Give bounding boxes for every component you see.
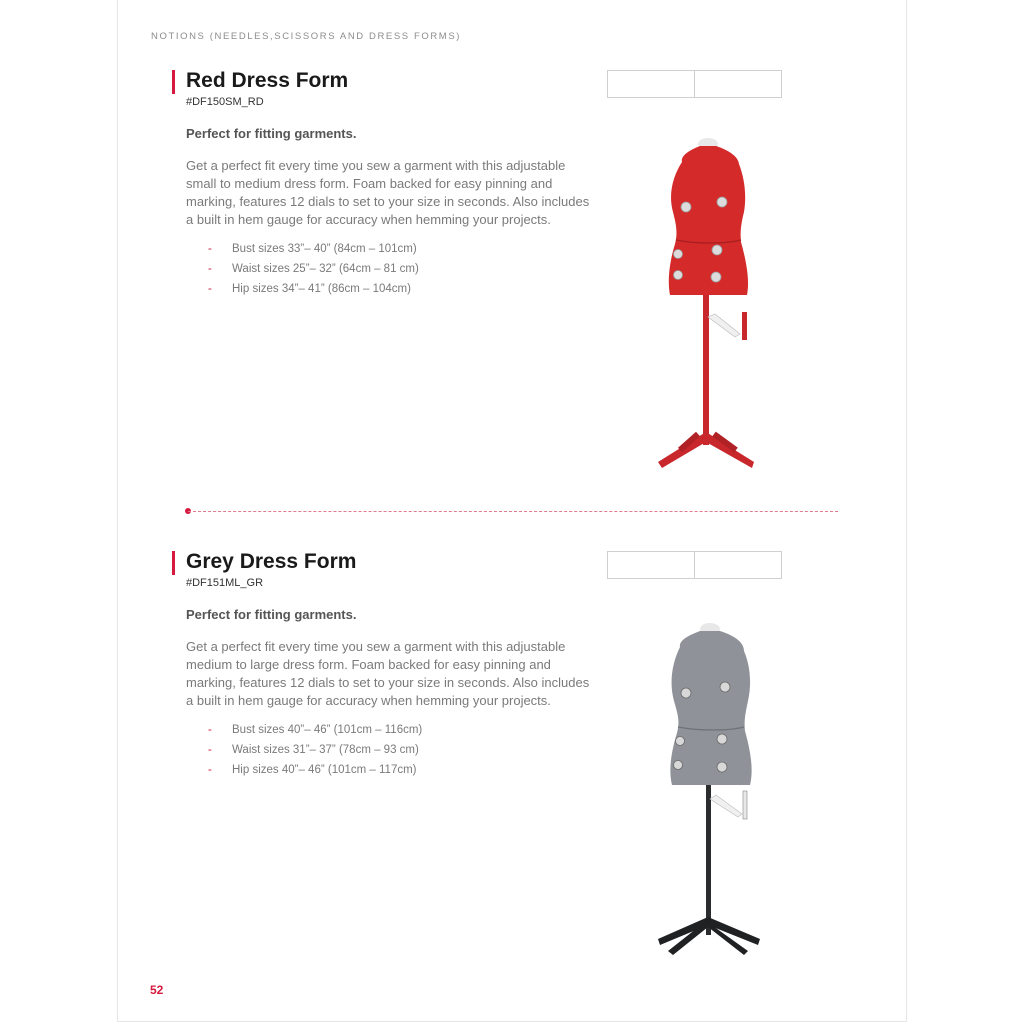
- section-header: NOTIONS (NEEDLES,SCISSORS AND DRESS FORMS): [151, 31, 462, 42]
- spec-box-right: [694, 71, 781, 97]
- red-dress-form-image: [640, 132, 770, 477]
- spec-box-right: [694, 552, 781, 578]
- spec-item: - Waist sizes 31”– 37” (78cm – 93 cm): [208, 744, 419, 756]
- spec-item: - Bust sizes 33”– 40” (84cm – 101cm): [208, 243, 417, 255]
- product-title: Grey Dress Form: [186, 550, 357, 573]
- spec-item: - Hip sizes 40”– 46” (101cm – 117cm): [208, 764, 417, 776]
- section-divider: [188, 511, 838, 512]
- spec-item: - Bust sizes 40”– 46” (101cm – 116cm): [208, 724, 423, 736]
- spec-box-left: [608, 552, 694, 578]
- product-sku: #DF150SM_RD: [186, 96, 264, 108]
- spec-text: Bust sizes 40”– 46” (101cm – 116cm): [232, 724, 423, 736]
- title-accent-bar: [172, 551, 175, 575]
- product-sku: #DF151ML_GR: [186, 577, 264, 589]
- spec-text: Hip sizes 40”– 46” (101cm – 117cm): [232, 764, 417, 776]
- spec-item: - Waist sizes 25”– 32” (64cm – 81 cm): [208, 263, 419, 275]
- spec-boxes: [607, 551, 782, 579]
- spec-boxes: [607, 70, 782, 98]
- product-description: Get a perfect fit every time you sew a garment with this adjustable small to medium dress form. Foam backed for easy pinning and marking, features 12 dials to set to your size in seconds. Also includes a built in hem gauge for accuracy when hemming your projects.: [186, 158, 590, 227]
- spec-text: Waist sizes 31”– 37” (78cm – 93 cm): [232, 744, 419, 756]
- spec-text: Bust sizes 33”– 40” (84cm – 101cm): [232, 243, 417, 255]
- product-description: Get a perfect fit every time you sew a garment with this adjustable medium to large dress form. Foam backed for easy pinning and marking, features 12 dials to set to your size in seconds. Also includes a built in hem gauge for accuracy when hemming your projects.: [186, 639, 590, 708]
- product-tagline: Perfect for fitting garments.: [186, 126, 357, 141]
- spec-list: [208, 723, 422, 783]
- spec-text: Waist sizes 25”– 32” (64cm – 81 cm): [232, 263, 419, 275]
- product-tagline: Perfect for fitting garments.: [186, 607, 357, 622]
- spec-text: Hip sizes 34”– 41” (86cm – 104cm): [232, 283, 411, 295]
- page-number: 52: [150, 983, 164, 997]
- product-title: Red Dress Form: [186, 69, 349, 92]
- spec-list: [208, 242, 419, 302]
- spec-box-left: [608, 71, 694, 97]
- grey-dress-form-image: [640, 621, 770, 966]
- spec-item: - Hip sizes 34”– 41” (86cm – 104cm): [208, 283, 411, 295]
- title-accent-bar: [172, 70, 175, 94]
